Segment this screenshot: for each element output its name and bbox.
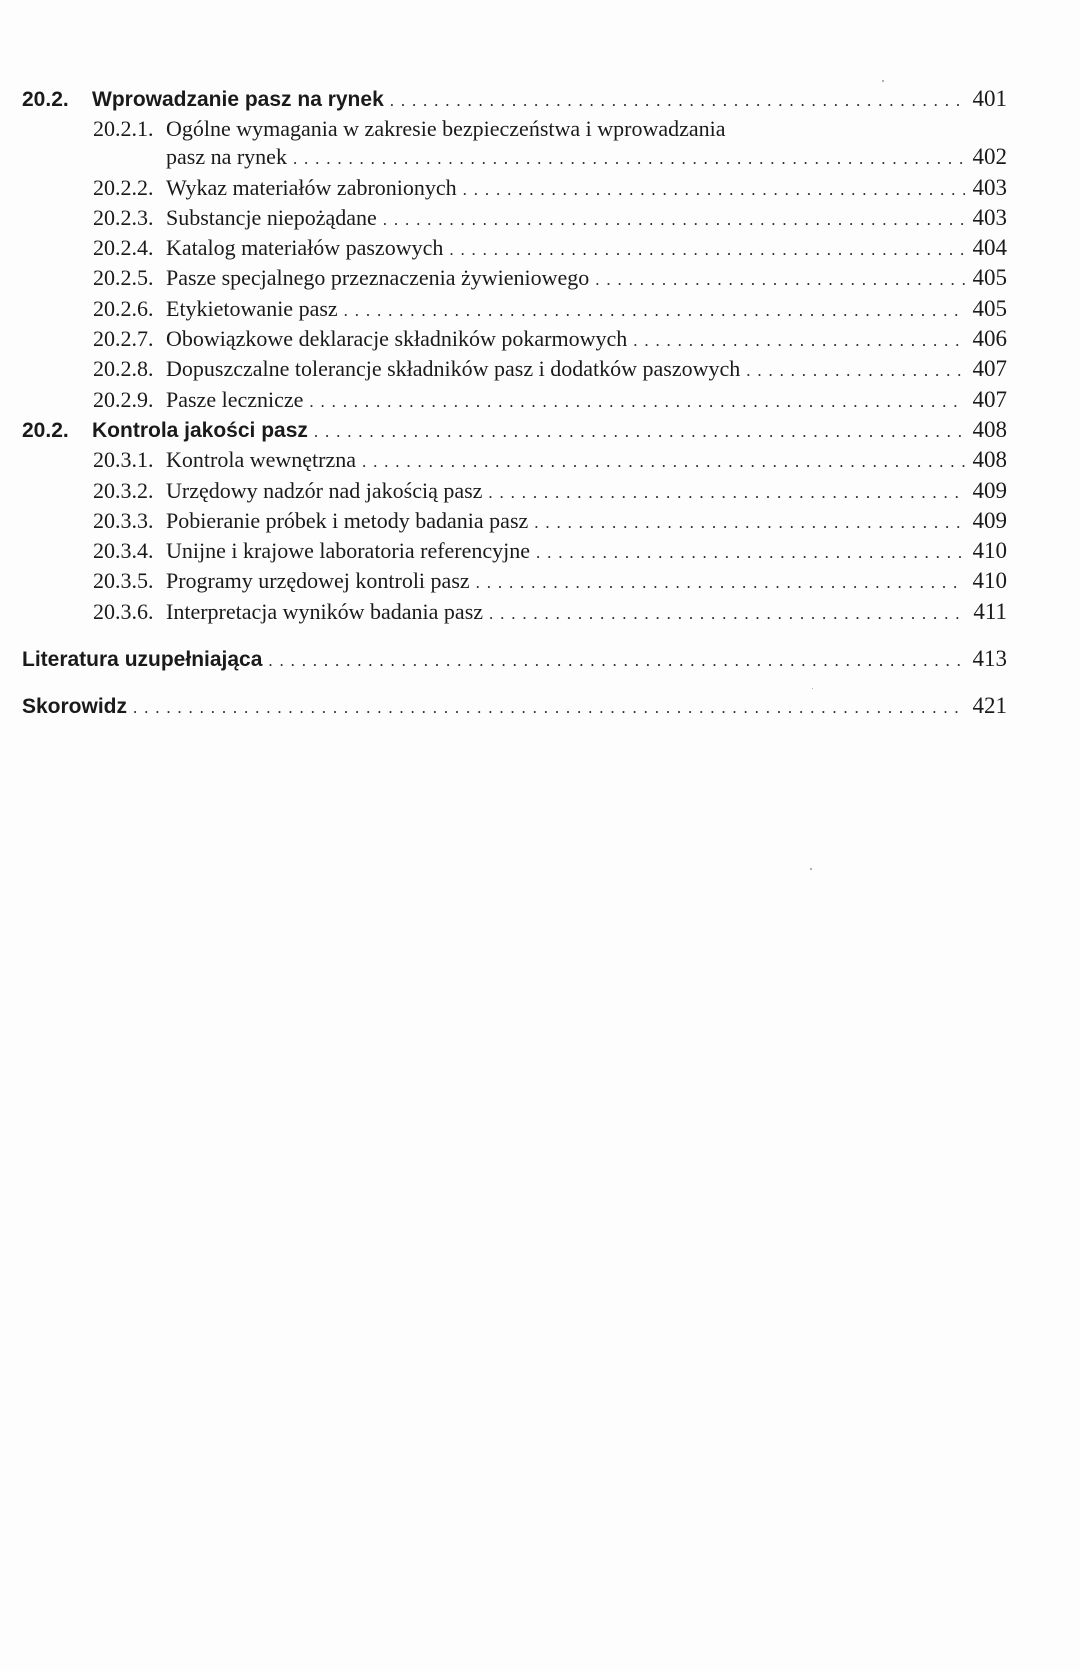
leader-dots bbox=[633, 326, 965, 356]
page-number: 405 bbox=[972, 265, 1007, 291]
section-number: 20.2. bbox=[22, 418, 69, 442]
leader-dots bbox=[534, 508, 965, 538]
toc-entry[interactable] bbox=[22, 385, 1007, 415]
toc-entry[interactable] bbox=[22, 233, 1007, 263]
scan-speck bbox=[810, 868, 812, 870]
entry-number: 20.3.1. bbox=[93, 447, 154, 473]
page-number: 407 bbox=[972, 386, 1007, 412]
literature-title: Literatura uzupełniająca bbox=[22, 648, 263, 672]
page-number: 404 bbox=[972, 235, 1007, 261]
toc-entry[interactable] bbox=[22, 566, 1007, 596]
toc-entry[interactable] bbox=[22, 354, 1007, 384]
toc-entry[interactable] bbox=[22, 324, 1007, 354]
leader-dots bbox=[293, 144, 965, 174]
toc-entry[interactable] bbox=[22, 506, 1007, 536]
page-number: 401 bbox=[972, 86, 1007, 111]
scan-speck bbox=[812, 688, 813, 689]
leader-dots bbox=[476, 568, 965, 598]
entry-number: 20.3.4. bbox=[93, 538, 154, 564]
page-number: 410 bbox=[972, 568, 1007, 594]
page-number: 403 bbox=[972, 174, 1007, 200]
entry-number: 20.2.6. bbox=[93, 295, 154, 321]
toc-literature[interactable] bbox=[22, 644, 1007, 674]
entry-title: Substancje niepożądane bbox=[166, 204, 377, 230]
entry-title: Kontrola wewnętrzna bbox=[166, 447, 356, 473]
leader-dots bbox=[746, 356, 965, 386]
leader-dots bbox=[344, 296, 965, 326]
entry-number: 20.2.9. bbox=[93, 386, 154, 412]
entry-number: 20.2.1. bbox=[93, 116, 154, 142]
entry-number: 20.3.3. bbox=[93, 507, 154, 533]
entry-number: 20.3.2. bbox=[93, 477, 154, 503]
entry-title: Katalog materiałów paszowych bbox=[166, 235, 444, 261]
leader-dots bbox=[314, 417, 965, 447]
leader-dots bbox=[449, 235, 965, 265]
entry-title: Pobieranie próbek i metody badania pasz bbox=[166, 507, 529, 533]
section-number: 20.2. bbox=[22, 88, 69, 111]
scan-speck bbox=[882, 80, 884, 82]
entry-title: Dopuszczalne tolerancje składników pasz i dodatków paszowych bbox=[166, 356, 741, 382]
page-number: 409 bbox=[972, 507, 1007, 533]
toc-entry[interactable] bbox=[22, 597, 1007, 627]
entry-number: 20.3.5. bbox=[93, 568, 154, 594]
page-number: 407 bbox=[972, 356, 1007, 382]
leader-dots bbox=[309, 387, 965, 417]
page-number: 402 bbox=[972, 144, 1007, 170]
page-number: 410 bbox=[972, 538, 1007, 564]
page-number: 406 bbox=[972, 326, 1007, 352]
leader-dots bbox=[362, 447, 965, 477]
entry-title: Pasze specjalnego przeznaczenia żywieniowego bbox=[166, 265, 590, 291]
toc-entry[interactable] bbox=[22, 173, 1007, 203]
entry-title-continued: pasz na rynek bbox=[166, 144, 287, 170]
toc-section-heading[interactable] bbox=[22, 415, 1007, 445]
entry-number: 20.2.7. bbox=[93, 326, 154, 352]
page-number: 421 bbox=[972, 693, 1007, 719]
toc-entry[interactable] bbox=[22, 536, 1007, 566]
page-number: 409 bbox=[972, 477, 1007, 503]
toc-entry[interactable] bbox=[22, 445, 1007, 475]
toc-index[interactable] bbox=[22, 691, 1007, 721]
leader-dots bbox=[488, 478, 965, 508]
leader-dots bbox=[133, 693, 965, 723]
page-number: 408 bbox=[972, 447, 1007, 473]
entry-title: Pasze lecznicze bbox=[166, 386, 304, 412]
entry-number: 20.2.5. bbox=[93, 265, 154, 291]
leader-dots bbox=[595, 265, 965, 295]
entry-title: Etykietowanie pasz bbox=[166, 295, 338, 321]
leader-dots bbox=[268, 646, 965, 676]
leader-dots bbox=[536, 538, 965, 568]
entry-title: Ogólne wymagania w zakresie bezpieczeństwa i wprowadzania bbox=[166, 116, 726, 142]
entry-title: Programy urzędowej kontroli pasz bbox=[166, 568, 470, 594]
entry-number: 20.2.8. bbox=[93, 356, 154, 382]
entry-title: Urzędowy nadzór nad jakością pasz bbox=[166, 477, 483, 503]
page-number: 413 bbox=[972, 646, 1007, 672]
toc-entry[interactable] bbox=[22, 114, 1007, 142]
entry-number: 20.2.4. bbox=[93, 235, 154, 261]
leader-dots bbox=[463, 175, 965, 205]
toc-entry[interactable] bbox=[22, 203, 1007, 233]
entry-title: Interpretacja wyników badania pasz bbox=[166, 598, 484, 624]
page-number: 403 bbox=[972, 204, 1007, 230]
entry-title: Wykaz materiałów zabronionych bbox=[166, 174, 457, 200]
table-of-contents bbox=[22, 84, 1007, 722]
leader-dots bbox=[383, 205, 965, 235]
toc-section-heading[interactable] bbox=[22, 84, 1007, 114]
section-title: Wprowadzanie pasz na rynek bbox=[92, 88, 384, 111]
page-number: 405 bbox=[972, 295, 1007, 321]
page-number: 408 bbox=[972, 416, 1007, 442]
toc-entry[interactable] bbox=[22, 476, 1007, 506]
entry-title: Obowiązkowe deklaracje składników pokarmowych bbox=[166, 326, 628, 352]
entry-number: 20.2.2. bbox=[93, 174, 154, 200]
entry-number: 20.2.3. bbox=[93, 204, 154, 230]
entry-title: Unijne i krajowe laboratoria referencyjne bbox=[166, 538, 531, 564]
section-title: Kontrola jakości pasz bbox=[92, 418, 308, 442]
index-title: Skorowidz bbox=[22, 695, 128, 719]
page-number: 411 bbox=[973, 598, 1007, 624]
toc-entry-continuation[interactable] bbox=[22, 142, 1007, 172]
toc-entry[interactable] bbox=[22, 263, 1007, 293]
leader-dots bbox=[489, 599, 965, 629]
leader-dots bbox=[390, 86, 965, 116]
entry-number: 20.3.6. bbox=[93, 598, 154, 624]
toc-entry[interactable] bbox=[22, 294, 1007, 324]
